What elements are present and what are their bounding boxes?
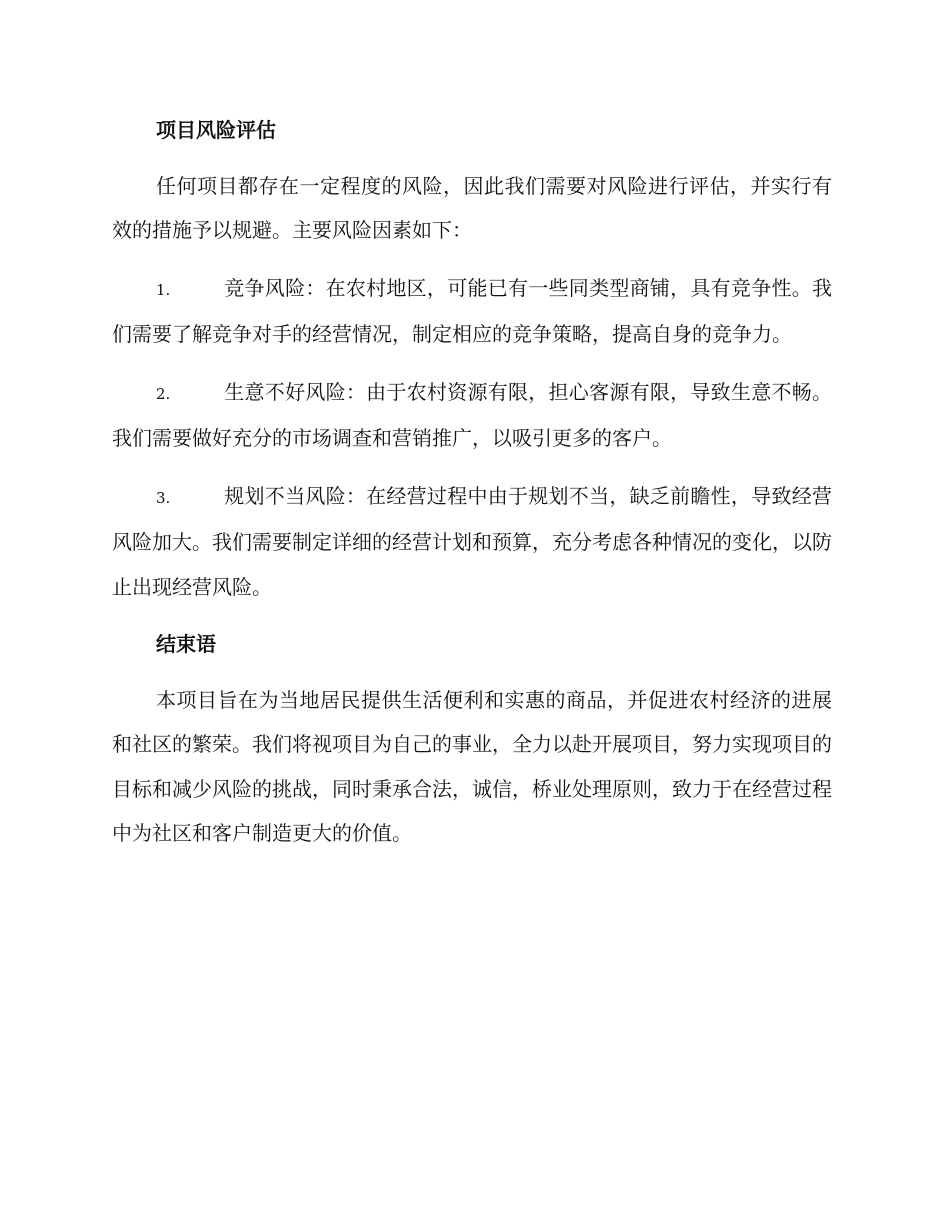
risk-item-2 bbox=[112, 370, 832, 461]
list-number: 2. bbox=[156, 384, 171, 403]
risk-item-1 bbox=[112, 266, 832, 357]
risk-item-text: 规划不当风险：在经营过程中由于规划不当，缺乏前瞻性，导致经营风险加大。我们需要制定详细的经营计划和预算，充分考虑各种情况的变化，以防止出现经营风险。 bbox=[112, 483, 832, 599]
section-heading-risk-assessment: 项目风险评估 bbox=[156, 118, 276, 142]
list-number: 1. bbox=[156, 280, 171, 299]
list-number: 3. bbox=[156, 488, 171, 507]
risk-intro-paragraph: 任何项目都存在一定程度的风险，因此我们需要对风险进行评估，并实行有效的措施予以规避。主要风险因素如下： bbox=[112, 173, 832, 242]
section-heading-conclusion: 结束语 bbox=[156, 632, 216, 656]
risk-item-3 bbox=[112, 474, 832, 610]
conclusion-paragraph: 本项目旨在为当地居民提供生活便利和实惠的商品，并促进农村经济的进展和社区的繁荣。我们将视项目为自己的事业，全力以赴开展项目，努力实现项目的目标和减少风险的挑战，同时秉承合法，诚信，桥业处理原则，致力于在经营过程中为社区和客户制造更大的价值。 bbox=[112, 687, 832, 845]
risk-item-text: 竞争风险：在农村地区，可能已有一些同类型商铺，具有竞争性。我们需要了解竞争对手的经营情况，制定相应的竞争策略，提高自身的竞争力。 bbox=[112, 275, 832, 346]
document-page bbox=[112, 108, 832, 869]
risk-item-text: 生意不好风险：由于农村资源有限，担心客源有限，导致生意不畅。我们需要做好充分的市场调查和营销推广，以吸引更多的客户。 bbox=[112, 379, 832, 450]
